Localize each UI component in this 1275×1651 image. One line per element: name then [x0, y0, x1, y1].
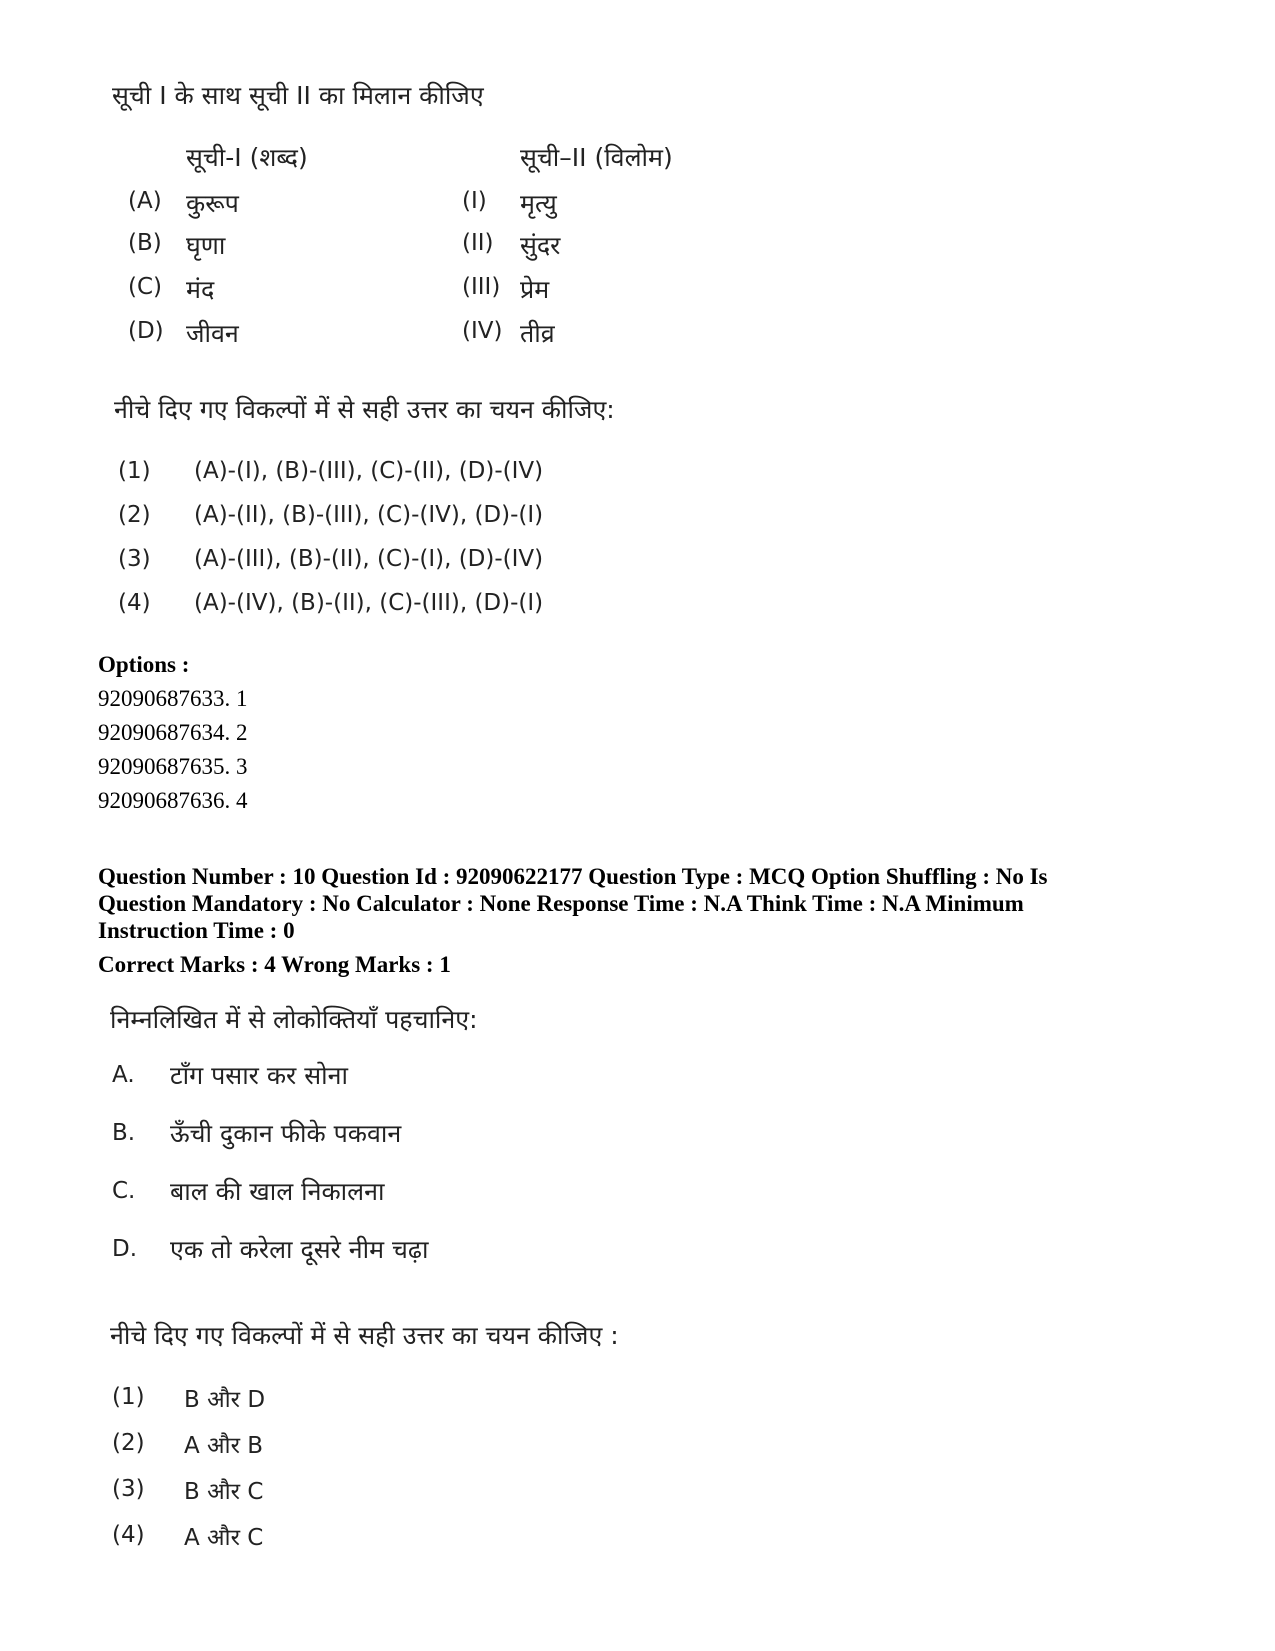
q9-answer-text: (A)-(II), (B)-(III), (C)-(IV), (D)-(I)	[194, 502, 544, 528]
q9-pair-right-label: (IV)	[462, 318, 503, 344]
q10-item-text: एक तो करेला दूसरे नीम चढ़ा	[170, 1235, 429, 1264]
q10-answer-number: (1)	[112, 1384, 145, 1410]
q9-pair-right-text: मृत्यु	[520, 189, 557, 218]
q9-pair-left-text: जीवन	[186, 319, 239, 348]
q9-answer-number: (3)	[118, 546, 151, 572]
q9-answer-number: (2)	[118, 502, 151, 528]
options-heading: Options :	[98, 652, 190, 677]
q9-pair-right-text: तीव्र	[520, 319, 555, 348]
q10-item-text: ऊँची दुकान फीके पकवान	[170, 1119, 402, 1148]
q10-item-label: D.	[112, 1236, 138, 1262]
q10-meta-line: Instruction Time : 0	[98, 918, 295, 943]
q10-answer-text: B और D	[184, 1387, 266, 1413]
q10-instruction: निम्नलिखित में से लोकोक्तियाँ पहचानिए:	[110, 1005, 478, 1034]
option-item: 92090687633. 1	[98, 686, 248, 711]
q9-list1-header: सूची-I (शब्द)	[186, 143, 308, 172]
q10-item-label: A.	[112, 1062, 135, 1088]
q9-pair-right-text: प्रेम	[520, 275, 550, 304]
q10-item-label: C.	[112, 1178, 136, 1204]
q10-meta-line: Question Number : 10 Question Id : 92090622177 Question Type : MCQ Option Shuffling : No Is	[98, 864, 1048, 889]
option-item: 92090687635. 3	[98, 754, 248, 779]
q10-item-label: B.	[112, 1120, 136, 1146]
q9-answer-number: (4)	[118, 590, 151, 616]
q10-answer-number: (4)	[112, 1522, 145, 1548]
q10-item-text: बाल की खाल निकालना	[170, 1177, 385, 1206]
q9-instruction: सूची I के साथ सूची II का मिलान कीजिए	[112, 81, 484, 110]
q9-pair-left-label: (D)	[128, 318, 164, 344]
option-item: 92090687636. 4	[98, 788, 248, 813]
q9-pair-right-label: (I)	[462, 188, 487, 214]
q10-meta-line: Question Mandatory : No Calculator : None Response Time : N.A Think Time : N.A Minimum	[98, 891, 1024, 916]
q10-answer-text: A और C	[184, 1525, 264, 1551]
q10-answer-text: A और B	[184, 1433, 264, 1459]
q10-item-text: टाँग पसार कर सोना	[170, 1061, 348, 1090]
q9-choose-prompt: नीचे दिए गए विकल्पों में से सही उत्तर का चयन कीजिए:	[114, 395, 615, 424]
q9-list2-header: सूची–II (विलोम)	[520, 143, 673, 172]
q9-pair-left-text: कुरूप	[186, 189, 239, 218]
q9-answer-text: (A)-(IV), (B)-(II), (C)-(III), (D)-(I)	[194, 590, 544, 616]
q9-answer-number: (1)	[118, 458, 151, 484]
q9-answer-text: (A)-(I), (B)-(III), (C)-(II), (D)-(IV)	[194, 458, 544, 484]
q10-answer-number: (2)	[112, 1430, 145, 1456]
q9-pair-left-label: (B)	[128, 230, 162, 256]
q9-pair-left-label: (C)	[128, 274, 163, 300]
q9-pair-right-label: (II)	[462, 230, 494, 256]
q9-answer-text: (A)-(III), (B)-(II), (C)-(I), (D)-(IV)	[194, 546, 544, 572]
option-item: 92090687634. 2	[98, 720, 248, 745]
q10-answer-number: (3)	[112, 1476, 145, 1502]
q9-pair-left-text: मंद	[186, 275, 215, 304]
q10-answer-text: B और C	[184, 1479, 264, 1505]
q9-pair-right-text: सुंदर	[520, 231, 561, 260]
q10-marks: Correct Marks : 4 Wrong Marks : 1	[98, 952, 451, 977]
q9-pair-left-text: घृणा	[186, 231, 226, 260]
q10-choose-prompt: नीचे दिए गए विकल्पों में से सही उत्तर का चयन कीजिए :	[110, 1321, 619, 1350]
q9-pair-right-label: (III)	[462, 274, 501, 300]
q9-pair-left-label: (A)	[128, 188, 162, 214]
